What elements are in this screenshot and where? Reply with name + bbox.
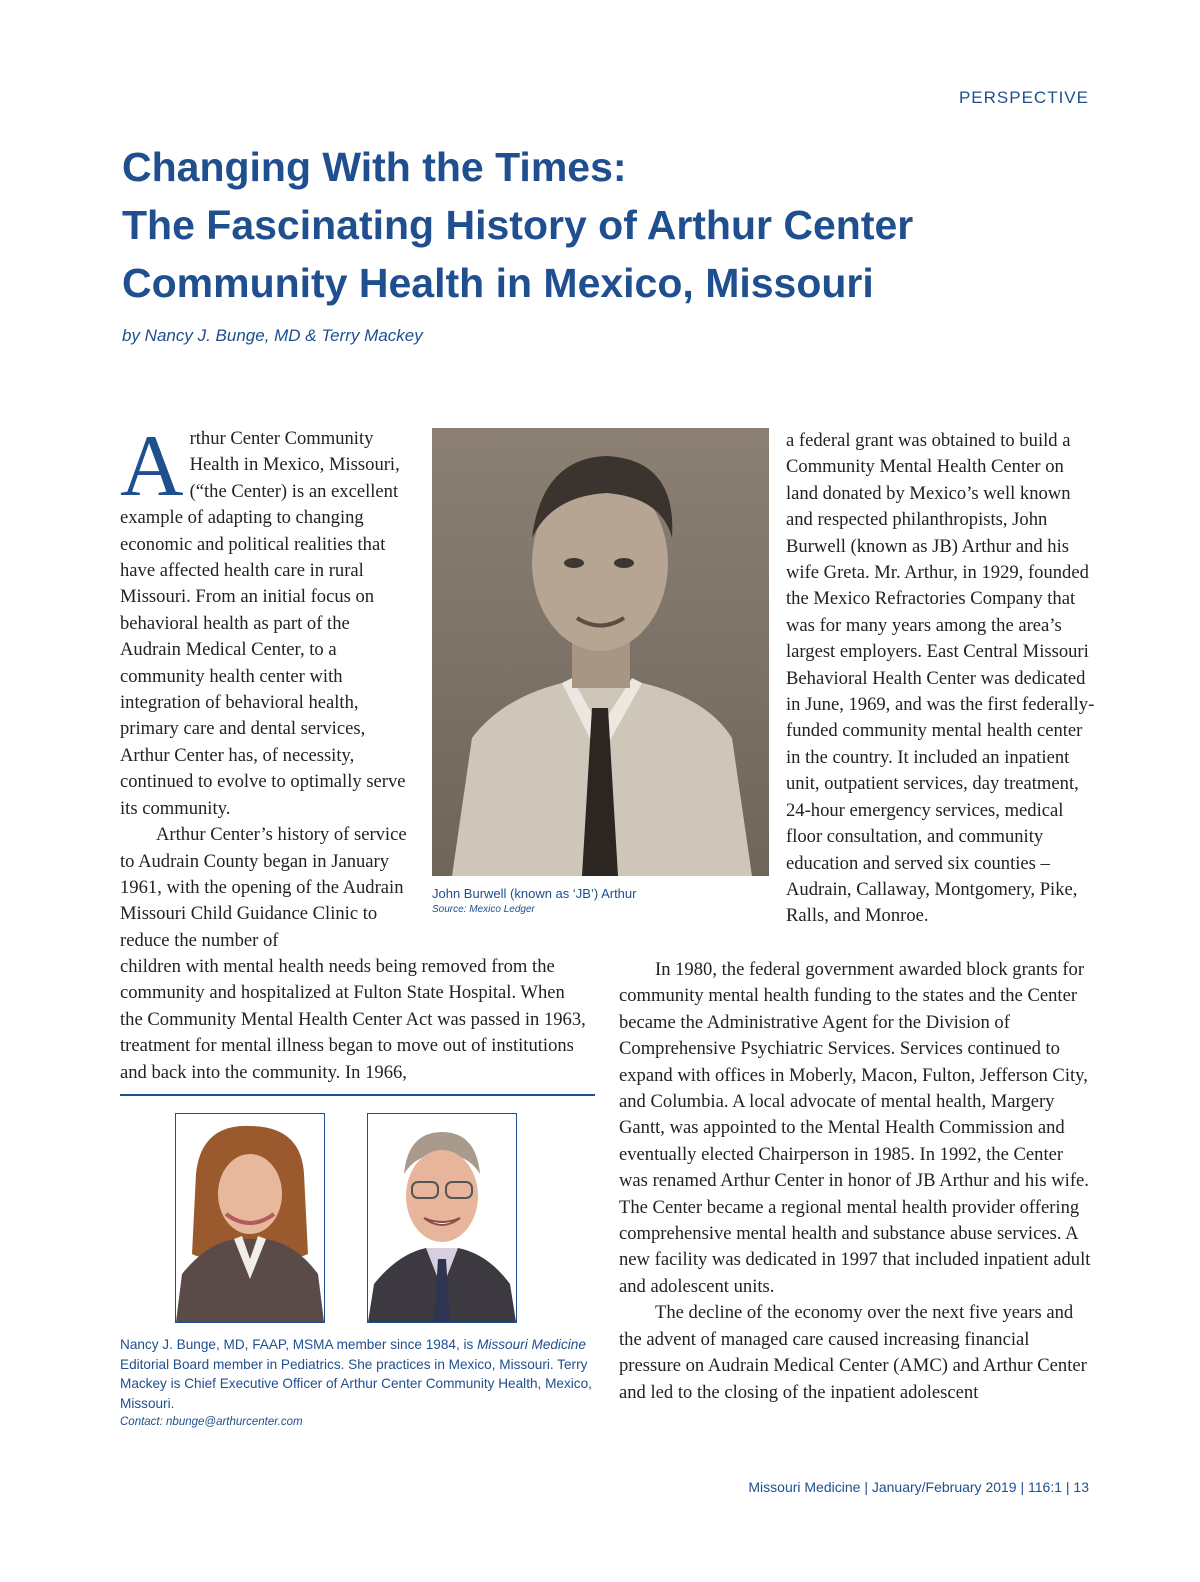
intro-text: rthur Center Community Health in Mexico, Missouri, (“the Center) is an excellent example of adapting to changing economic and political realities that have affected health care in rural Missouri. From an initial focus on behavioral health as part of the Audrain Medical Center, to a community health center with integration of behavioral health, primary care and dental services, Arthur Center has, of necessity, continued to evolve to optimally serve its community. xyxy=(120,428,406,819)
paragraph-federal-grant: a federal grant was obtained to build a Community Mental Health Center on land donated by Mexico’s well known and respected philanthropists, John Burwell (known as JB) Arthur and his wife Greta. Mr. Arthur, in 1929, founded the Mexico Refractories Company that was for many years among the area’s largest employers. East Central Missouri Behavioral Health Center was dedicated in June, 1969, and was the first federally-funded community mental health center in the country. It included an inpatient unit, outpatient services, day treatment, 24-hour emergency services, medical floor consultation, and community education and served six counties – Audrain, Callaway, Montgomery, Pike, Ralls, and Monroe. xyxy=(786,430,1095,927)
author-portrait-image xyxy=(176,1114,324,1322)
author-portrait-image xyxy=(368,1114,516,1322)
drop-cap: A xyxy=(120,418,184,515)
bio-part-2: Editorial Board member in Pediatrics. She practices in Mexico, Missouri. Terry Mackey is Chief Executive Officer of Arthur Center Community Health, Mexico, Missouri. xyxy=(120,1356,592,1411)
bio-divider xyxy=(120,1094,595,1096)
bio-part-1: Nancy J. Bunge, MD, FAAP, MSMA member since 1984, is xyxy=(120,1337,478,1352)
photo-caption: John Burwell (known as ‘JB’) Arthur xyxy=(432,886,637,901)
paragraph-decline: The decline of the economy over the next five years and the advent of managed care caused increasing financial pressure on Audrain Medical Center (AMC) and Arthur Center and led to the closing of the inpatient adolescent xyxy=(619,1302,1087,1403)
paragraph-history-start: Arthur Center’s history of service to Audrain County began in January 1961, with the opening of the Audrain Missouri Child Guidance Clinic to reduce the number of xyxy=(120,824,407,951)
article-title xyxy=(122,138,1082,312)
section-label: PERSPECTIVE xyxy=(958,88,1089,107)
paragraph-intro xyxy=(120,418,410,822)
portrait-image xyxy=(432,428,769,876)
author-photo-bunge xyxy=(175,1113,325,1323)
title-line-1: Changing With the Times: xyxy=(122,144,627,190)
title-line-3: Community Health in Mexico, Missouri xyxy=(122,260,874,306)
bio-text xyxy=(120,1335,595,1413)
contact-email[interactable]: Contact: nbunge@arthurcenter.com xyxy=(120,1416,303,1428)
left-column-top xyxy=(120,418,410,954)
paragraph-history-cont: children with mental health needs being removed from the community and hospitalized at Fulton State Hospital. When the Community Mental Health Center Act was passed in 1963, treatment for mental illness began to move out of institutions and back into the community. In 1966, xyxy=(120,956,586,1083)
photo-source: Source: Mexico Ledger xyxy=(432,904,535,915)
left-column-wide xyxy=(120,954,590,1086)
author-photo-mackey xyxy=(367,1113,517,1323)
right-column-wide xyxy=(619,957,1094,1406)
page-footer: Missouri Medicine | January/February 2019 | 116:1 | 13 xyxy=(748,1479,1089,1495)
journal-name: Missouri Medicine xyxy=(477,1337,586,1352)
author-bio xyxy=(120,1335,595,1433)
byline: by Nancy J. Bunge, MD & Terry Mackey xyxy=(122,326,423,345)
paragraph-1980: In 1980, the federal government awarded block grants for community mental health funding to the states and the Center became the Administrative Agent for the Division of Comprehensive Psychiatric Services. Services continued to expand with offices in Moberly, Macon, Fulton, Jefferson City, and Columbia. A local advocate of mental health, Margery Gantt, was appointed to the Mental Health Commission and eventually elected Chairperson in 1985. In 1992, the Center was renamed Arthur Center in honor of JB Arthur and his wife. The Center became a regional mental health provider offering comprehensive mental health and substance abuse services. A new facility was dedicated in 1997 that included inpatient adult and adolescent units. xyxy=(619,959,1091,1297)
title-line-2: The Fascinating History of Arthur Center xyxy=(122,202,914,248)
right-column-top xyxy=(786,428,1096,930)
jb-arthur-photo xyxy=(432,428,769,876)
